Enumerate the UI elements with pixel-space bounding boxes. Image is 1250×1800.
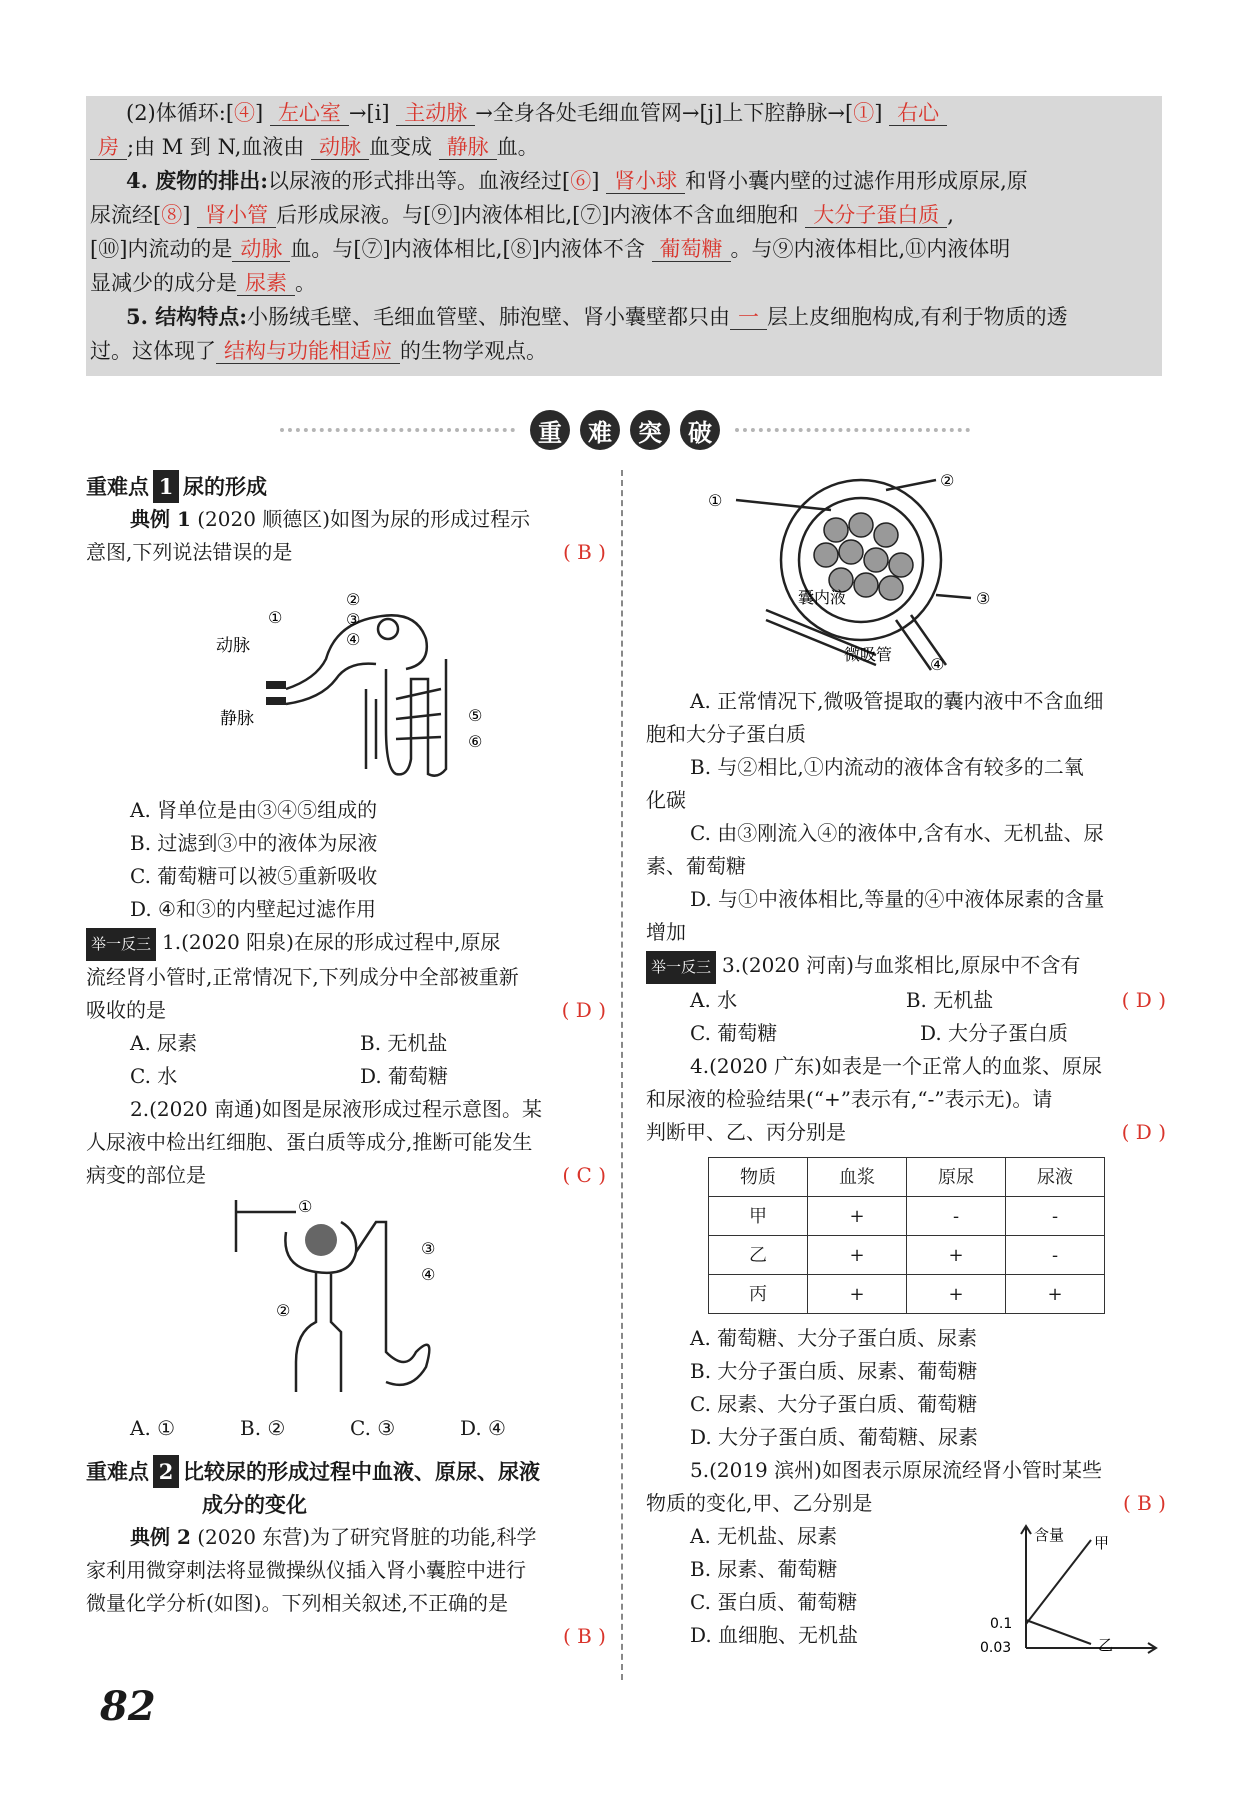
left-column: 重难点 1 尿的形成 典例 1 (2020 顺德区)如图为尿的形成过程示 意图,下列说法错误的是 ( B ) 动脉 静脉 ① ② ③ ④ ⑤ ⑥ A. 肾单位是由③④⑤组成的 B. 过滤到③中的液体为尿液 C. 葡萄糖可以被⑤重新吸收 D. ④和③的内壁起过滤作用 举一反三 1.(2020 阳泉)在尿的形成过程中,原尿 流经肾小管时,正常情况下,下列成分中全部被重新 吸收的是 ( D ) A. 尿素 B. 无机盐 C. 水 D. 葡萄糖 2.(2020 南通)如图是尿液形成过程示意图。某 人尿液中检出红细胞、蛋白质等成分,推断可能发生 病变的部位是 ( C ) ① ③ ④ ② A. ① B. ② C. ③ D. ④ 重难点 2 比较尿的形成过程中血液、原尿、尿液 成分的变化 典例 2 (2020 东营)为了研究肾脏的功能,科学 家利用微穿刺法将显微操纵仪插入肾小囊腔中进行 微量化学分析(如图)。下列相关叙述,不正确的是 ( B ) xyxy=(86,470,606,1653)
series-yi-label: 乙 xyxy=(1098,1636,1114,1654)
label-4: ④ xyxy=(421,1265,436,1284)
nephron-diagram-2 xyxy=(86,1192,606,1402)
option: A. 无机盐、尿素 xyxy=(690,1524,838,1548)
label-6: ⑥ xyxy=(468,732,483,751)
key-point-2-title: 重难点 2 比较尿的形成过程中血液、原尿、尿液 xyxy=(86,1455,606,1488)
options-row: C. 水 D. 葡萄糖 xyxy=(130,1064,449,1088)
answer: ( B ) xyxy=(562,540,606,564)
label-1: ① xyxy=(298,1197,313,1216)
question-5: 5.(2019 滨州)如图表示原尿流经肾小管时某些 xyxy=(690,1458,1102,1482)
option: B. 与②相比,①内流动的液体含有较多的二氧 xyxy=(690,755,1084,779)
option: D. 大分子蛋白质、葡萄糖、尿素 xyxy=(690,1425,979,1449)
options-row: A. 水 B. 无机盐 xyxy=(690,988,994,1012)
question-3: 举一反三 3.(2020 河南)与血浆相比,原尿中不含有 xyxy=(646,949,1166,984)
option: A. 葡萄糖、大分子蛋白质、尿素 xyxy=(690,1326,978,1350)
table-row: 乙 + + - xyxy=(709,1236,1105,1275)
example-1-question: 典例 1 (2020 顺德区)如图为尿的形成过程示 xyxy=(130,507,531,531)
option: A. 肾单位是由③④⑤组成的 xyxy=(130,798,378,822)
option: D. 血细胞、无机盐 xyxy=(690,1623,859,1647)
options-row: A. ① B. ② C. ③ D. ④ xyxy=(130,1416,506,1440)
practice-tag: 举一反三 xyxy=(86,928,156,961)
dotted-divider-left xyxy=(280,428,515,432)
question-4: 4.(2020 广东)如表是一个正常人的血浆、原尿 xyxy=(690,1054,1102,1078)
y-axis-label: 含量 xyxy=(1034,1526,1065,1544)
option: C. 尿素、大分子蛋白质、葡萄糖 xyxy=(690,1392,978,1416)
summary-line-4: 尿流经[⑧] 肾小管 后形成尿液。与[⑨]内液体相比,[⑦]内液体不含血细胞和 大分子蛋白质 , xyxy=(90,203,954,227)
option: C. 由③刚流入④的液体中,含有水、无机盐、尿 xyxy=(690,821,1104,845)
table-row: 甲 + - - xyxy=(709,1197,1105,1236)
label-5: ⑤ xyxy=(468,706,483,725)
label-2: ② xyxy=(276,1301,291,1320)
summary-line-1: (2)体循环:[④] 左心室 →[i] 主动脉 →全身各处毛细血管网→[j]上下腔静脉→[①] 右心 xyxy=(86,96,1162,130)
summary-line-3: 4. 废物的排出:以尿液的形式排出等。血液经过[⑥] 肾小球 和肾小囊内壁的过滤作用形成原尿,原 xyxy=(126,168,1028,193)
summary-line-8: 过。这体现了 结构与功能相适应 的生物学观点。 xyxy=(90,339,547,363)
practice-tag: 举一反三 xyxy=(646,951,716,984)
options-row: A. 尿素 B. 无机盐 xyxy=(130,1031,448,1055)
summary-line-5: [⑩]内流动的是 动脉 血。与[⑦]内液体相比,[⑧]内液体不含 葡萄糖 。与⑨内液体相比,⑪内液体明 xyxy=(90,237,1011,261)
series-jia-line xyxy=(1026,1540,1091,1624)
label-2: ② xyxy=(346,590,361,609)
summary-line-2: 房 ;由 M 到 N,血液由 动脉 血变成 静脉 血。 xyxy=(86,130,1162,164)
label-3: ③ xyxy=(976,589,991,608)
option: C. 蛋白质、葡萄糖 xyxy=(690,1590,858,1614)
label-artery: 动脉 xyxy=(216,636,250,656)
option: B. 尿素、葡萄糖 xyxy=(690,1557,838,1581)
tick-0.1: 0.1 xyxy=(990,1616,1013,1632)
summary-line-6: 显减少的成分是 尿素 。 xyxy=(90,271,316,295)
answer: ( D ) xyxy=(1121,988,1166,1012)
table-row: 丙 + + + xyxy=(709,1275,1105,1314)
right-column: ① ② ③ ④ 囊内液 微吸管 A. 正常情况下,微吸管提取的囊内液中不含血细 胞和大分子蛋白质 B. 与②相比,①内流动的液体含有较多的二氧 化碳 C. 由③刚流入④的液体中,含有水、无机盐、尿 素、葡萄糖 D. 与①中液体相比,等量的④中液体尿素的含量 增加 举一反三 3.(2020 河南)与血浆相比,原尿中不含有 ( D ) A. 水 B. 无机盐 C. 葡萄糖 D. 大分子蛋白质 4.(2020 广东)如表是一个正常人的血浆、原尿 和尿液的检验结果(“+”表示有,“-”表示无)。请 判断甲、乙、丙分别是 ( D ) 物质 血浆 原尿 尿液 甲 + - - 乙 + + - 丙 + + + A. 葡萄糖、大分子蛋白质、尿素 B. 大分子蛋白质、尿素、葡萄糖 C. 尿素、大分子蛋白质、葡萄糖 D. 大分子蛋白质、葡萄糖、尿素 5.(2019 滨州)如图表示原尿流经肾小管时某些 物质的变化,甲、乙分别是 ( B ) A. 无机盐、尿素 B. 尿素、葡萄糖 C. 蛋白质、葡萄糖 D. 血细胞、无机盐 含量 甲 乙 0.1 0.03 xyxy=(646,470,1166,1660)
question-2: 2.(2020 南通)如图是尿液形成过程示意图。某 xyxy=(130,1097,542,1121)
label-1: ① xyxy=(708,491,723,510)
table-header-row: 物质 血浆 原尿 尿液 xyxy=(709,1158,1105,1197)
page-number: 82 xyxy=(100,1683,156,1730)
nephron-diagram-1 xyxy=(86,569,606,784)
answer: ( B ) xyxy=(1122,1491,1166,1515)
dotted-divider-right xyxy=(735,428,970,432)
label-micropipette: 微吸管 xyxy=(844,645,893,664)
label-capsule-fluid: 囊内液 xyxy=(798,588,847,607)
answer: ( C ) xyxy=(562,1163,606,1187)
label-vein: 静脉 xyxy=(220,709,254,729)
option: C. 葡萄糖可以被⑤重新吸收 xyxy=(130,864,378,888)
heading-char: 突 xyxy=(630,410,670,450)
series-yi-line xyxy=(1026,1620,1091,1644)
test-results-table xyxy=(708,1157,1105,1314)
question-1: 举一反三 1.(2020 阳泉)在尿的形成过程中,原尿 xyxy=(86,926,606,961)
heading-char: 重 xyxy=(530,410,570,450)
label-1: ① xyxy=(268,608,283,627)
option: D. ④和③的内壁起过滤作用 xyxy=(130,897,376,921)
answer: ( D ) xyxy=(561,998,606,1022)
summary-line-7: 5. 结构特点:小肠绒毛壁、毛细血管壁、肺泡壁、肾小囊壁都只由 一 层上皮细胞构成,有利于物质的透 xyxy=(126,304,1068,329)
section-heading xyxy=(270,405,980,455)
label-2: ② xyxy=(940,471,955,490)
answer: ( D ) xyxy=(1121,1120,1166,1144)
heading-char: 破 xyxy=(680,410,720,450)
example-2-question: 典例 2 (2020 东营)为了研究肾脏的功能,科学 xyxy=(130,1525,537,1549)
heading-char: 难 xyxy=(580,410,620,450)
label-3: ③ xyxy=(346,610,361,629)
column-divider xyxy=(621,470,623,1680)
label-4: ④ xyxy=(346,630,361,649)
review-summary-band xyxy=(86,96,1162,376)
label-3: ③ xyxy=(421,1239,436,1258)
content-change-graph xyxy=(976,1520,1166,1660)
option: D. 与①中液体相比,等量的④中液体尿素的含量 xyxy=(690,887,1105,911)
option: B. 大分子蛋白质、尿素、葡萄糖 xyxy=(690,1359,978,1383)
label-4: ④ xyxy=(930,655,945,674)
options-row: C. 葡萄糖 D. 大分子蛋白质 xyxy=(690,1021,1069,1045)
option: B. 过滤到③中的液体为尿液 xyxy=(130,831,378,855)
tick-0.03: 0.03 xyxy=(980,1640,1012,1656)
micropuncture-diagram xyxy=(646,470,1166,675)
key-point-1-title: 重难点 1 尿的形成 xyxy=(86,470,606,503)
option: A. 正常情况下,微吸管提取的囊内液中不含血细 xyxy=(690,689,1104,713)
series-jia-label: 甲 xyxy=(1094,1534,1110,1552)
answer: ( B ) xyxy=(562,1624,606,1648)
